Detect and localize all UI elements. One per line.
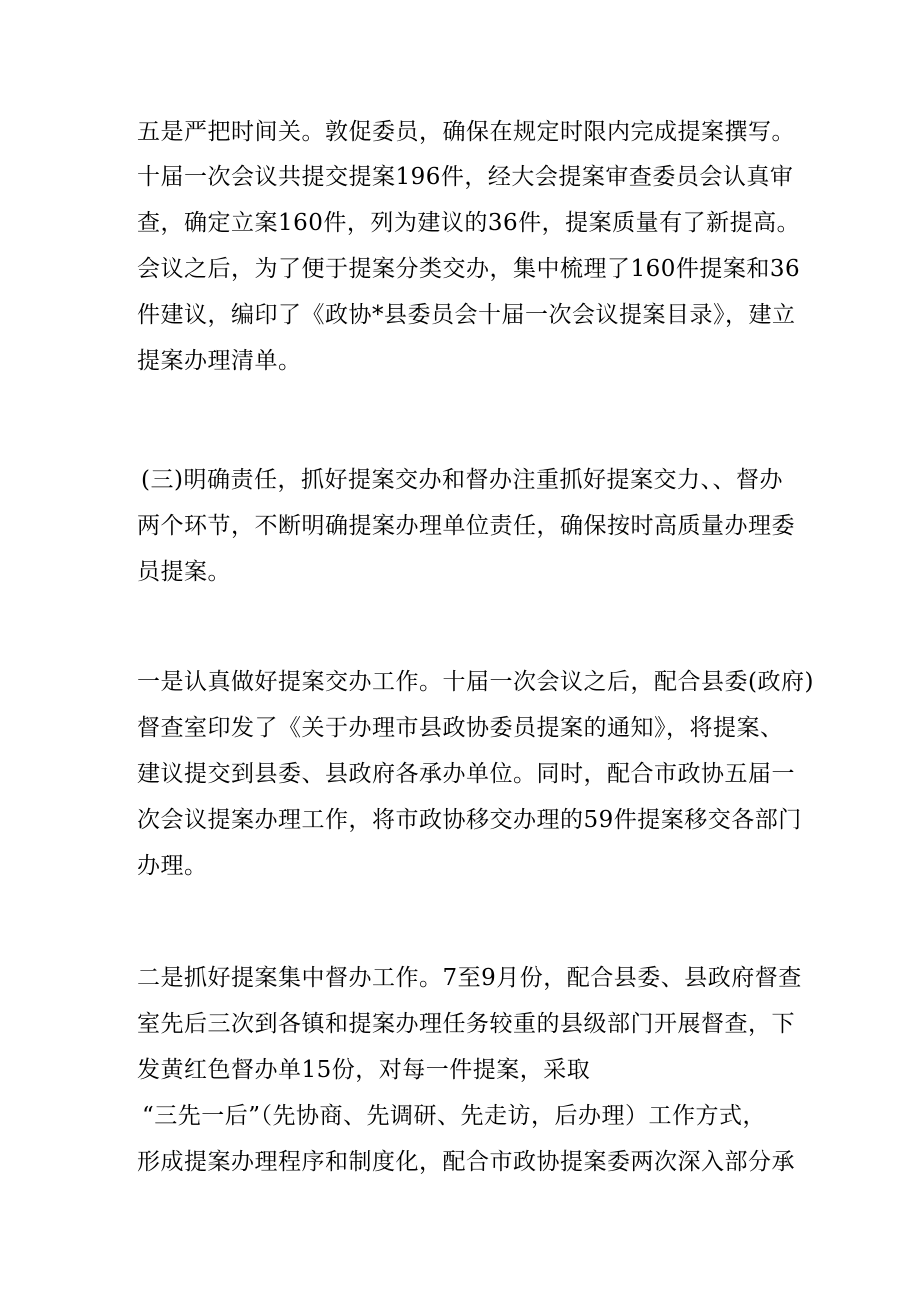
paragraph-line: 次会议提案办理工作，将市政协移交办理的59件提案移交各部门 [137, 807, 802, 833]
paragraph-line: “三先一后”（先协商、先调研、先走访，后办理）工作方式， [142, 1103, 767, 1129]
paragraph-line: 会议之后，为了便于提案分类交办，集中梳理了160件提案和36 [137, 256, 801, 282]
paragraph-line: 室先后三次到各镇和提案办理任务较重的县级部门开展督查，下 [137, 1011, 795, 1037]
paragraph-line: 两个环节，不断明确提案办理单位责任，确保按时高质量办理委 [137, 513, 795, 539]
paragraph-line: 发黄红色督办单15份，对每一件提案，采取 [137, 1057, 591, 1083]
paragraph-line: 员提案。 [137, 559, 231, 585]
paragraph-line: 五是严把时间关。敦促委员，确保在规定时限内完成提案撰写。 [137, 119, 795, 145]
paragraph-line: (三)明确责任，抓好提案交办和督办注重抓好提案交力、、督办 [141, 467, 783, 493]
paragraph-line: 件建议，编印了《政协*县委员会十届一次会议提案目录》，建立 [137, 302, 796, 328]
paragraph-line: 二是抓好提案集中督办工作。7至9月份，配合县委、县政府督查 [137, 965, 802, 991]
paragraph-line: 查，确定立案160件，列为建议的36件，提案质量有了新提高。 [137, 210, 801, 236]
paragraph-line: 形成提案办理程序和制度化，配合市政协提案委两次深入部分承 [137, 1149, 795, 1175]
paragraph-line: 一是认真做好提案交办工作。十届一次会议之后，配合县委(政府) [137, 669, 814, 695]
paragraph-line: 十届一次会议共提交提案196件，经大会提案审查委员会认真审 [137, 164, 794, 190]
paragraph-line: 建议提交到县委、县政府各承办单位。同时，配合市政协五届一 [137, 761, 795, 787]
paragraph-line: 督查室印发了《关于办理市县政协委员提案的通知》，将提案、 [137, 715, 784, 741]
paragraph-line: 办理。 [137, 853, 208, 879]
paragraph-line: 提案办理清单。 [137, 348, 302, 374]
